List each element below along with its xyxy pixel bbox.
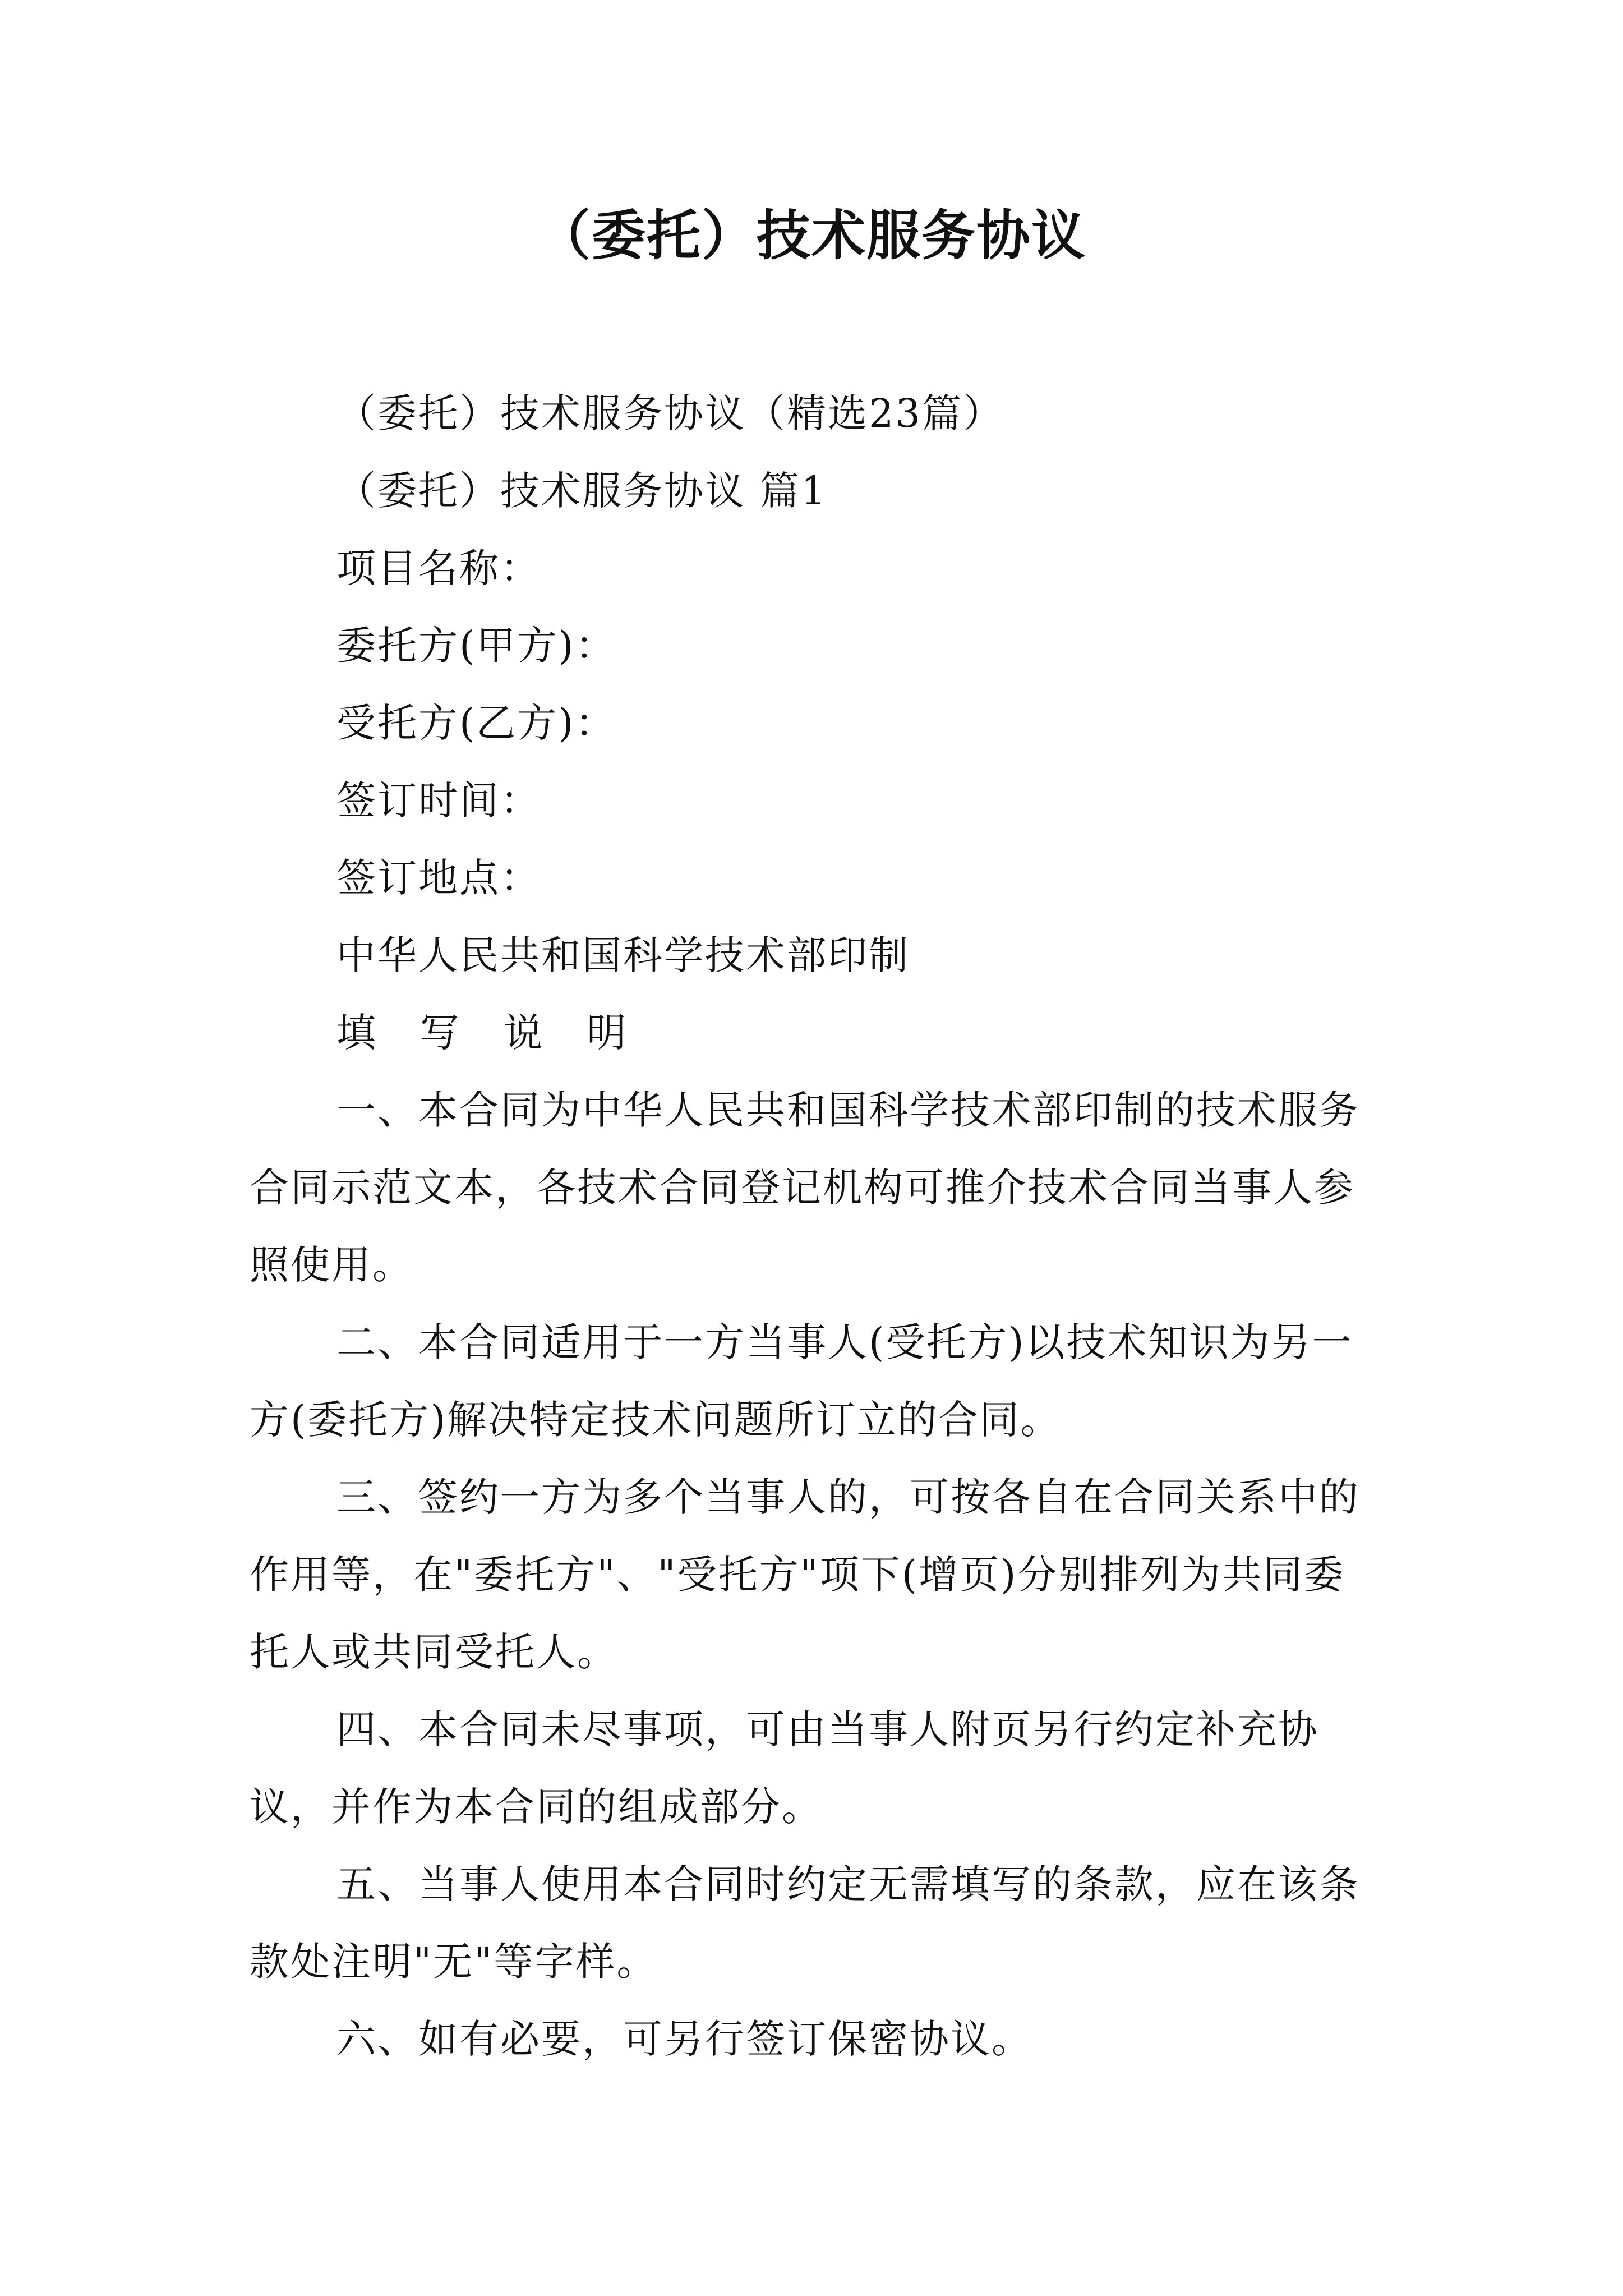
instruction-item-2: 二、本合同适用于一方当事人(受托方)以技术知识为另一方(委托方)解决特定技术问题所订立的合同。: [250, 1319, 1353, 1443]
instruction-item-1: 一、本合同为中华人民共和国科学技术部印制的技术服务合同示范文本，各技术合同登记机构可推介技术合同当事人参照使用。: [250, 1087, 1360, 1288]
instruction-item-3: 三、签约一方为多个当事人的，可按各自在合同关系中的作用等，在"委托方"、"受托方"项下(增页)分别排列为共同委托人或共同受托人。: [250, 1474, 1360, 1675]
signing-place-field: 签订地点：: [336, 855, 541, 901]
instruction-item-4: 四、本合同未尽事项，可由当事人附页另行约定补充协议，并作为本合同的组成部分。: [250, 1706, 1319, 1830]
client-party-field: 委托方(甲方)：: [336, 623, 616, 669]
instruction-item-5: 五、当事人使用本合同时约定无需填写的条款，应在该条款处注明"无"等字样。: [250, 1861, 1360, 1985]
publisher-line: 中华人民共和国科学技术部印制: [336, 932, 910, 978]
instruction-item-6: 六、如有必要，可另行签订保密协议。: [336, 2016, 1032, 2062]
document-title: （委托）技术服务协议: [537, 204, 1086, 267]
project-name-field: 项目名称：: [336, 545, 541, 591]
section-heading: （委托）技术服务协议 篇1: [336, 468, 828, 514]
subtitle-line: （委托）技术服务协议（精选23篇）: [336, 390, 1004, 436]
instructions-heading: 填 写 说 明: [336, 1010, 628, 1056]
document-body: [250, 375, 1382, 2078]
signing-time-field: 签订时间：: [336, 777, 541, 823]
contractor-party-field: 受托方(乙方)：: [336, 700, 616, 746]
